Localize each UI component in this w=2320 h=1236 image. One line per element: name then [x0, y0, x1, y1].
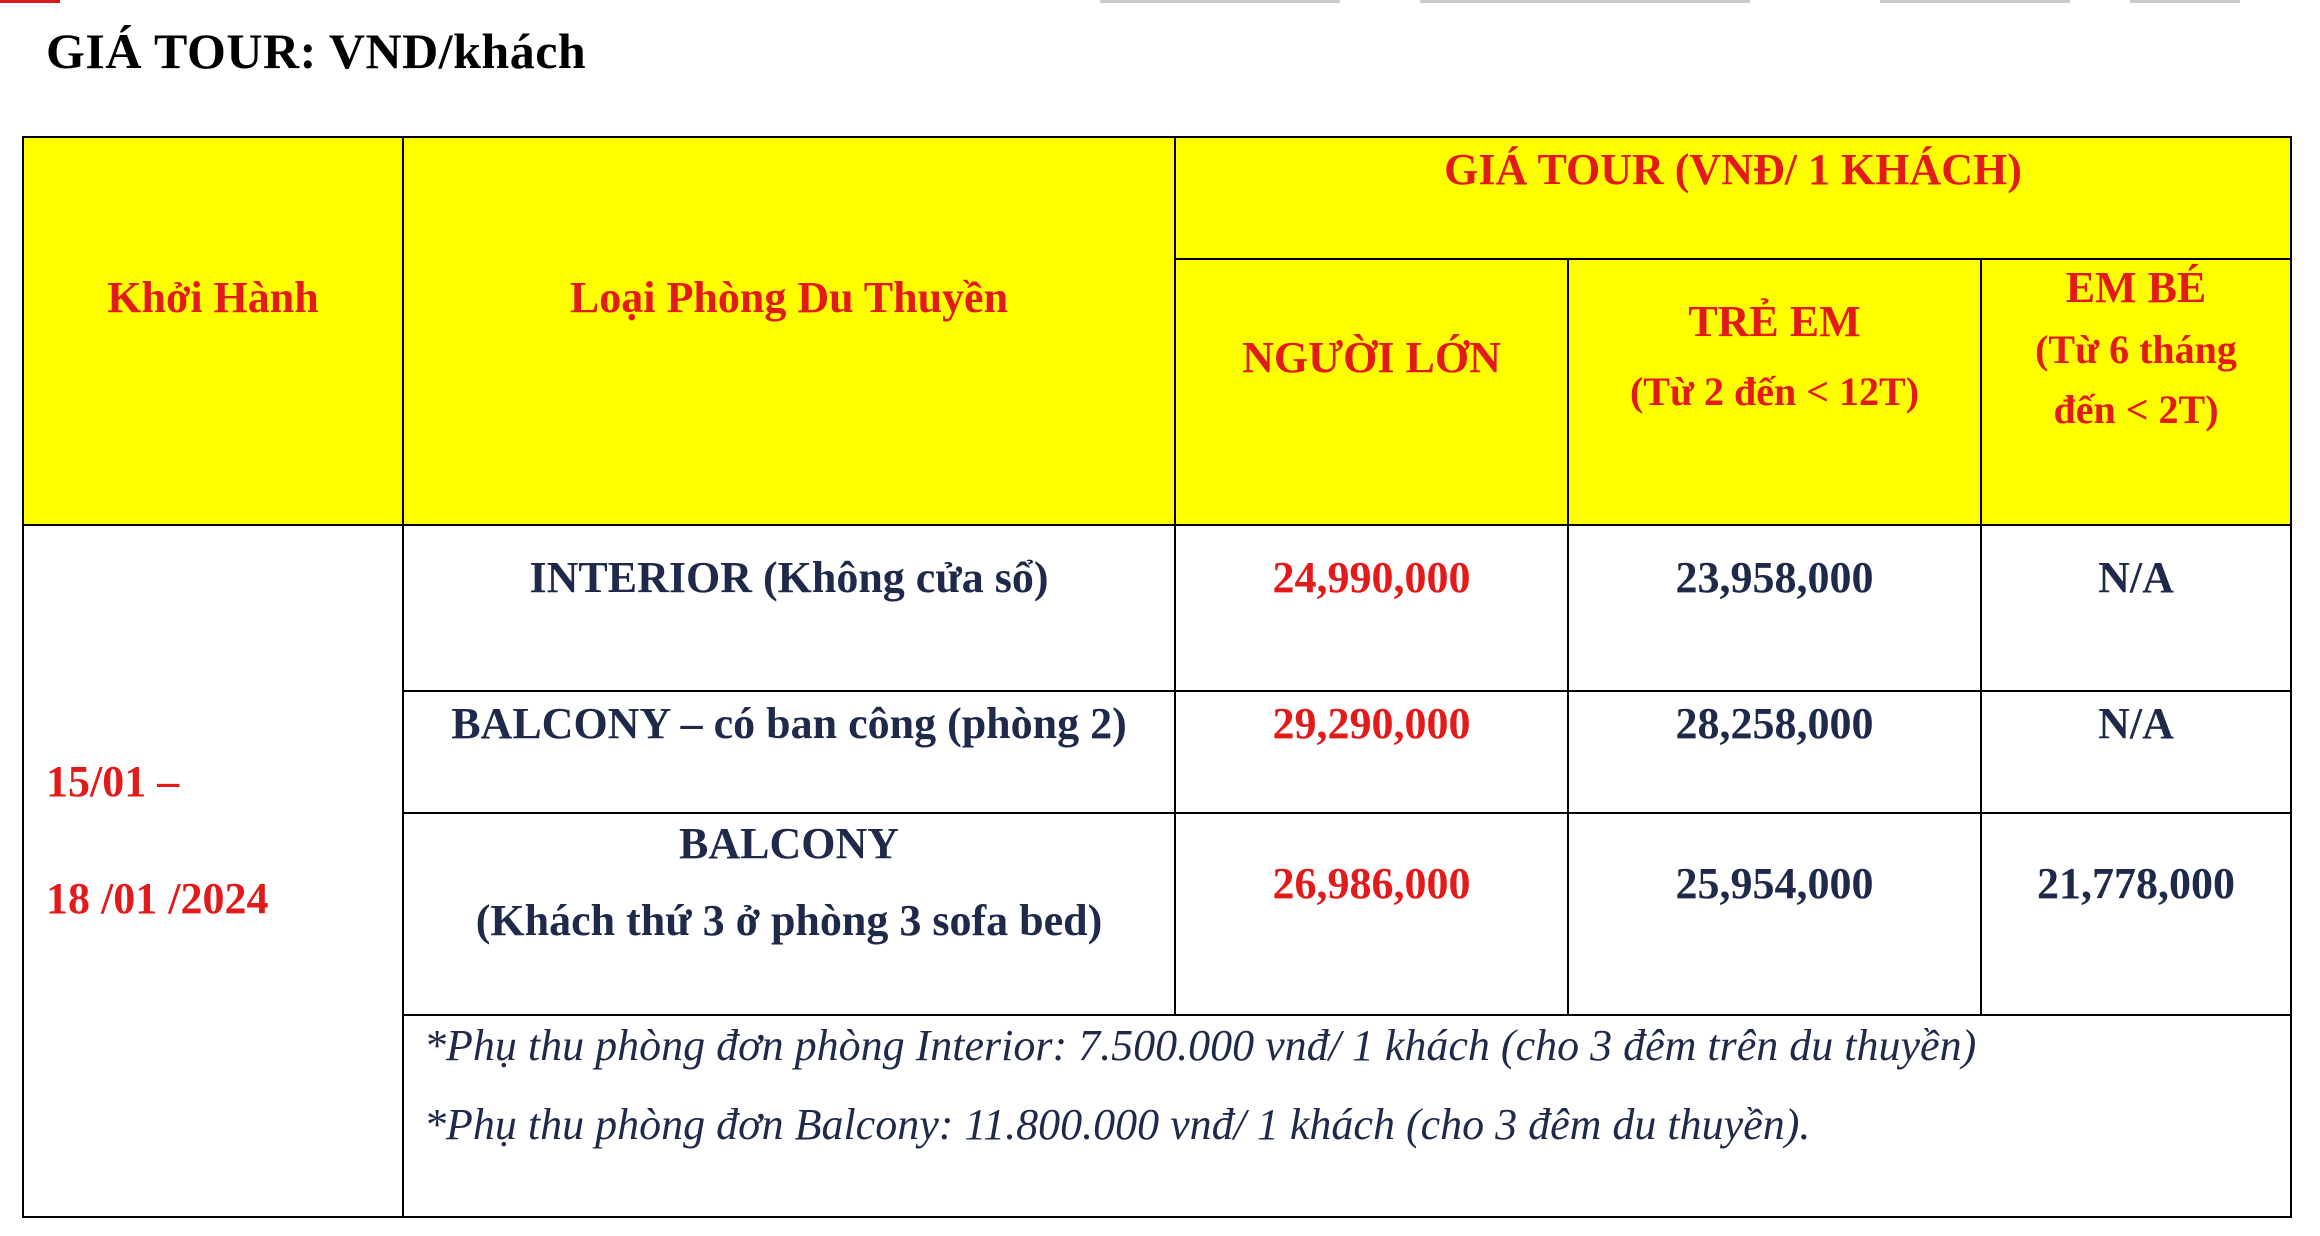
top-decoration [0, 0, 2320, 6]
price-group-header: GIÁ TOUR (VNĐ/ 1 KHÁCH) [1444, 145, 2022, 194]
departure-cell [23, 525, 403, 1217]
adult-header-cell [1175, 259, 1568, 525]
room-type-header-cell [403, 137, 1175, 525]
surcharge-notes-cell [403, 1015, 2291, 1217]
page-title: GIÁ TOUR: VND/khách [46, 23, 587, 79]
adult-price-cell [1175, 525, 1568, 691]
child-header-note: (Từ 2 đến < 12T) [1629, 369, 1920, 414]
infant-price-cell [1981, 691, 2291, 813]
top-gray-line [1420, 0, 1750, 3]
infant-price-cell [1981, 525, 2291, 691]
child-price: 23,958,000 [1675, 553, 1874, 602]
child-price-cell [1568, 813, 1981, 1015]
room-name-block [404, 814, 1174, 948]
child-price: 28,258,000 [1675, 699, 1874, 748]
departure-end: 18 /01 /2024 [46, 874, 269, 923]
top-red-accent [0, 0, 60, 3]
child-price-cell [1568, 525, 1981, 691]
room-name: BALCONY [678, 819, 900, 868]
infant-price: N/A [2098, 553, 2174, 602]
infant-header-title: EM BÉ [2065, 263, 2207, 312]
adult-price: 29,290,000 [1272, 699, 1471, 748]
top-gray-line [2130, 0, 2240, 3]
departure-header-cell [23, 137, 403, 525]
room-type-header: Loại Phòng Du Thuyền [569, 273, 1009, 322]
infant-header-cell [1981, 259, 2291, 525]
price-table [22, 136, 2292, 1218]
room-cell [403, 691, 1175, 813]
top-gray-line [1100, 0, 1340, 3]
child-header [1569, 260, 1980, 417]
child-price: 25,954,000 [1675, 859, 1874, 908]
header-row-top [23, 137, 2291, 259]
room-name: INTERIOR (Không cửa sổ) [529, 553, 1049, 602]
infant-header [1982, 260, 2290, 435]
surcharge-notes [404, 1016, 2290, 1152]
room-cell [403, 525, 1175, 691]
infant-price: N/A [2098, 699, 2174, 748]
room-name-detail: (Khách thứ 3 ở phòng 3 sofa bed) [475, 896, 1103, 945]
infant-price-cell [1981, 813, 2291, 1015]
infant-header-note-2: đến < 2T) [2053, 387, 2219, 432]
departure-header: Khởi Hành [107, 273, 319, 322]
departure-dates [24, 526, 402, 926]
adult-header: NGƯỜI LỚN [1242, 333, 1501, 382]
adult-price: 24,990,000 [1272, 553, 1471, 602]
room-cell [403, 813, 1175, 1015]
adult-price-cell [1175, 691, 1568, 813]
adult-price: 26,986,000 [1272, 859, 1471, 908]
adult-price-cell [1175, 813, 1568, 1015]
child-header-cell [1568, 259, 1981, 525]
room-name: BALCONY – có ban công (phòng 2) [451, 699, 1127, 748]
child-header-title: TRẺ EM [1688, 297, 1861, 346]
child-price-cell [1568, 691, 1981, 813]
price-group-header-cell [1175, 137, 2291, 259]
infant-header-note-1: (Từ 6 tháng [2035, 327, 2237, 372]
surcharge-note-balcony: *Phụ thu phòng đơn Balcony: 11.800.000 vnđ/ 1 khách (cho 3 đêm du thuyền). [424, 1100, 1811, 1149]
table-row [23, 525, 2291, 691]
top-gray-line [1880, 0, 2070, 3]
infant-price: 21,778,000 [2037, 859, 2235, 908]
surcharge-note-interior: *Phụ thu phòng đơn phòng Interior: 7.500.000 vnđ/ 1 khách (cho 3 đêm trên du thuyền) [424, 1021, 1977, 1070]
departure-start: 15/01 – [46, 757, 180, 806]
